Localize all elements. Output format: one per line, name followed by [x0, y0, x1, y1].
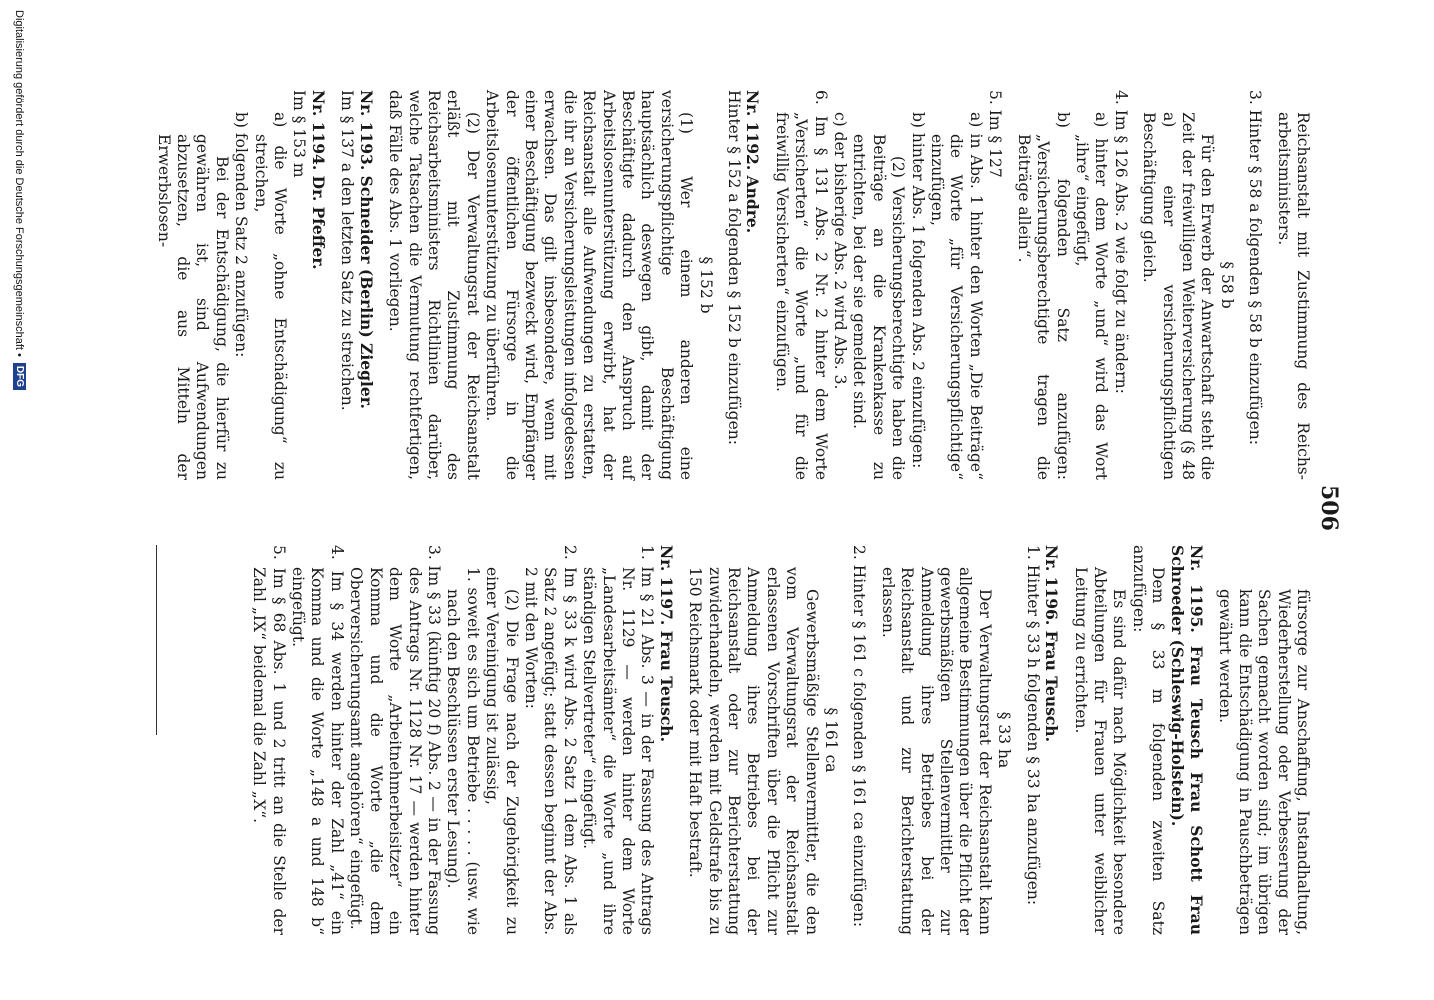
right-column-paragraph: Nr. 1195. Frau Teusch Frau Schott Frau Schroeder (Schleswig-Holstein).: [1167, 545, 1206, 935]
right-column-paragraph: 5. Im § 68 Abs. 1 und 2 tritt an die Stelle der Zahl „IX“ beidemal die Zahl „X“.: [250, 545, 288, 935]
right-column-paragraph: Gewerbsmäßige Stellenvermittler, die den vom Verwaltungsrat der Reichsanstalt erlassenen Vorschriften über die Pflicht zur Anmeldung ihres Betriebes bei der Reichsanstalt oder zur Berichterstattung zuwiderhandeln, werden mit Geldstrafe bis zu 150 Reichsmark oder mit Haft bestraft.: [686, 567, 821, 935]
left-column: [153, 90, 1312, 480]
left-column-paragraph: 3. Hinter § 58 a folgenden § 58 b einzufügen:: [1246, 90, 1265, 445]
right-column-paragraph: fürsorge zur Anschaffung, Instandhaltung, Wiederherstellung oder Verbesserung der Sachen gemacht worden sind; im übrigen kann die Entschädigung in Pauschbeträgen gewährt werden.: [1216, 589, 1312, 935]
left-column-paragraph: Bei der Entschädigung, die hierfür zu gewähren ist, sind Aufwendungen abzusetzen, die aus Mitteln der Erwerbslosen-: [154, 134, 231, 480]
dfg-logo: DFG: [13, 363, 26, 390]
left-column-paragraph: b) folgenden Satz 2 anzufügen:: [232, 112, 251, 358]
right-column: [249, 545, 1312, 935]
right-column-paragraph: (2) Die Frage nach der Zugehörigkeit zu einer Vereinigung ist zulässig,: [483, 567, 521, 935]
left-column-paragraph: b) hinter Abs. 1 folgenden Abs. 2 einzufügen:: [908, 112, 927, 469]
left-column-paragraph: Nr. 1194. Dr. Pfeffer.: [308, 90, 328, 270]
left-column-paragraph: (2) Der Verwaltungsrat der Reichsanstalt erläßt mit Zustimmung des Reichsarbeitsministers Richtlinien darüber, welche Tatsachen die Vermutung rechtfertigen, daß Fälle des Abs. 1 vorliegen.: [386, 90, 482, 480]
left-column-paragraph: c) der bisherige Abs. 2 wird Abs. 3.: [831, 112, 850, 390]
left-column-paragraph: Nr. 1193. Schneider (Berlin) Ziegler.: [356, 90, 376, 409]
right-column-paragraph: § 161 ca: [822, 707, 841, 773]
left-column-paragraph: Für den Erwerb der Anwartschaft steht die Zeit der freiwilligen Weiterversicherung (§ 48 a) einer versicherungspflichtigen Beschäftigung gleich.: [1140, 112, 1217, 480]
left-column-paragraph: Nr. 1192. Andre.: [743, 90, 763, 234]
right-column-paragraph: 1. Hinter § 33 h folgenden § 33 ha anzufügen:: [1023, 545, 1042, 906]
left-column-paragraph: a) in Abs. 1 hinter den Worten „Die Beiträge“ die Worte „für Versicherungspflichtige“ einzufügen,: [928, 112, 985, 480]
right-column-paragraph: 2. Im § 33 k wird Abs. 2 Satz 1 dem Abs. 1 als Satz 2 angefügt; statt dessen beginnt der Abs. 2 mit den Worten:: [521, 545, 579, 935]
left-column-paragraph: b) folgenden Satz anzufügen: „Versicherungsberechtigte tragen die Beiträge allein“.: [1014, 112, 1072, 480]
credit-text: Digitalisierung gefördert durch die Deutsche Forschungsgemeinschaft •: [13, 10, 26, 357]
left-column-paragraph: § 58 b: [1217, 261, 1236, 309]
right-column-paragraph: Dem § 33 m folgenden zweiten Satz anzufügen:: [1129, 545, 1168, 935]
right-column-paragraph: § 33 ha: [995, 711, 1014, 769]
right-column-paragraph: 1. Im § 21 Abs. 3 — in der Fassung des Antrags Nr. 1129 — werden hinter dem Worte „Landesarbeitsämter“ die Worte „und ihre ständigen Stellvertreter“ eingefügt.: [580, 545, 657, 935]
left-column-paragraph: (1) Wer einem anderen eine versicherungspflichtige Beschäftigung hauptsächlich deswegen gibt, damit der Beschäftigte dadurch den Anspruch auf Arbeitslosenunterstützung erwirbt, hat der Reichsanstalt alle Aufwendungen zu erstatten, die ihr an Versicherungsleistungen infolgedessen erwachsen. Das gilt insbesondere, wenn mit einer Beschäftigung bezweckt wird, Empfänger der öffentlichen Fürsorge in die Arbeitslosenunterstützung zu überführen.: [483, 90, 696, 480]
right-column-paragraph: 2. Hinter § 161 c folgenden § 161 ca einzufügen:: [850, 545, 869, 928]
left-column-paragraph: 6. Im § 131 Abs. 2 Nr. 2 hinter dem Worte „Versicherten“ die Worte „und für die freiwillig Versicherten“ einzufügen.: [772, 90, 830, 480]
left-column-paragraph: Hinter § 152 a folgenden § 152 b einzufügen:: [725, 90, 744, 445]
right-column-paragraph: 3. Im § 33 (künftig 20 f) Abs. 2 — in der Fassung des Antrags Nr. 1128 Nr. 17 — werden hinter dem Worte „Arbeitnehmerbeisitzer“ ein Komma und die Worte „die dem Oberversicherungsamt angehören“ eingefügt.: [347, 545, 443, 935]
left-column-paragraph: § 152 b: [696, 256, 715, 314]
right-column-paragraph: 1. soweit es sich um Betriebe . . . . . (usw. wie nach den Beschlüssen erster Lesung).: [444, 567, 482, 935]
right-column-paragraph: Nr. 1197. Frau Teusch.: [656, 545, 676, 742]
left-column-paragraph: Im § 137 a den letzten Satz zu streichen.: [338, 90, 357, 411]
left-column-paragraph: 5. Im § 127: [986, 90, 1005, 178]
left-column-paragraph: 4. Im § 126 Abs. 2 wie folgt zu ändern:: [1111, 90, 1130, 394]
right-column-paragraph: Der Verwaltungsrat der Reichsanstalt kann allgemeine Bestimmungen über die Pflicht der gewerbsmäßigen Stellenvermittler zur Anmeldung ihres Betriebes bei der Reichsanstalt und zur Berichterstattung erlassen.: [878, 567, 994, 935]
section-divider: [156, 545, 157, 735]
left-column-paragraph: a) die Worte „ohne Entschädigung“ zu streichen,: [251, 112, 290, 480]
left-column-paragraph: Im § 153 m: [290, 90, 309, 178]
digitization-credit: [13, 10, 26, 390]
right-column-paragraph: Nr. 1196. Frau Teusch.: [1042, 545, 1062, 742]
left-column-paragraph: a) hinter dem Worte „und“ wird das Wort „ihre“ eingefügt,: [1072, 112, 1111, 480]
right-column-paragraph: 4. Im § 34 werden hinter der Zahl „41“ ein Komma und die Worte „148 a und 148 b“ eingefügt.: [289, 545, 346, 935]
page-number: 506: [1316, 485, 1342, 531]
left-column-paragraph: (2) Versicherungsberechtigte haben die Beiträge an die Krankenkasse zu entrichten, bei der sie gemeldet sind.: [850, 134, 908, 480]
left-column-paragraph: Reichsanstalt mit Zustimmung des Reichs-arbeitsministers.: [1274, 112, 1312, 480]
right-column-paragraph: Es sind dafür nach Möglichkeit besondere Abteilungen für Frauen unter weiblicher Leitung zu errichten.: [1071, 567, 1129, 935]
